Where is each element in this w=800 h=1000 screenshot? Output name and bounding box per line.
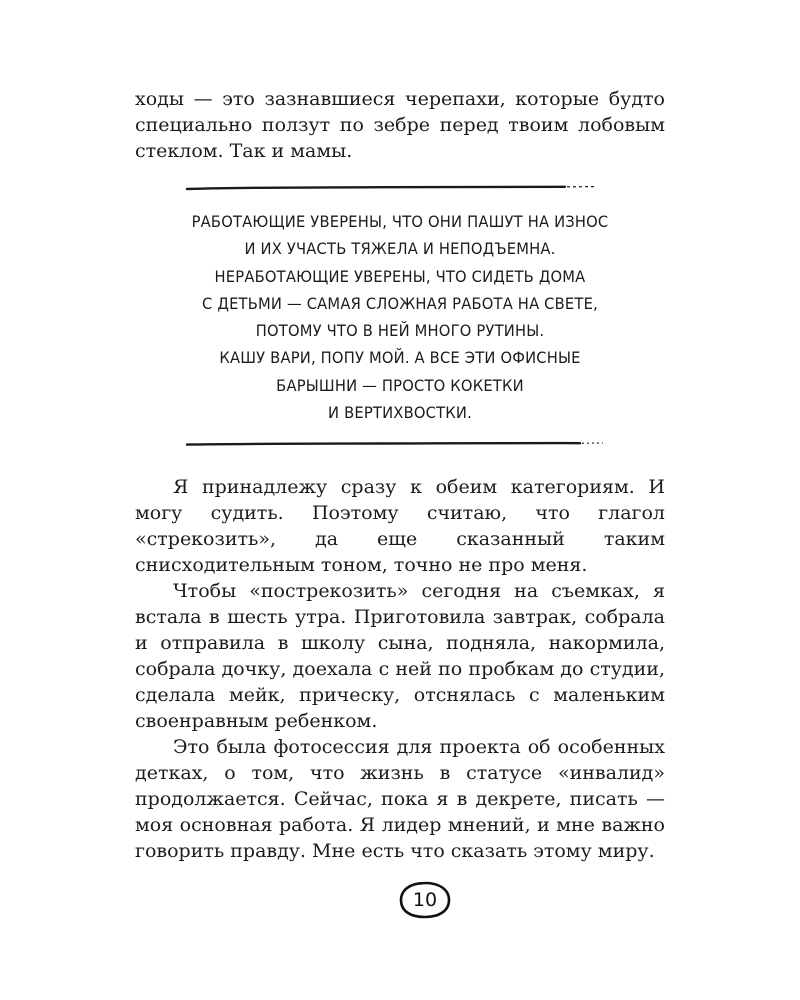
quote-line: НЕРАБОТАЮЩИЕ УВЕРЕНЫ, ЧТО СИДЕТЬ ДОМА bbox=[214, 266, 586, 286]
quote-line: БАРЫШНИ — ПРОСТО КОКЕТКИ bbox=[276, 375, 524, 395]
body-text bbox=[135, 474, 665, 864]
page-number bbox=[398, 880, 452, 920]
body-paragraph: Чтобы «пострекозить» сегодня на съемках, я встала в шесть утра. Приготовила завтрак, собрала и отправила в школу сына, подняла, накормила, собрала дочку, доехала с ней по пробкам до студии, сделала мейк, прическу, отснялась с маленьким своенравным ребенком. bbox=[135, 580, 665, 733]
top-paragraph: ходы — это зазнавшиеся черепахи, которые будто специально ползут по зебре перед твоим лобовым стеклом. Так и мамы. bbox=[135, 88, 665, 162]
quote-line: КАШУ ВАРИ, ПОПУ МОЙ. А ВСЕ ЭТИ ОФИСНЫЕ bbox=[219, 348, 581, 368]
page-number-text: 10 bbox=[412, 889, 438, 911]
quote-line: И ИХ УЧАСТЬ ТЯЖЕЛА И НЕПОДЪЕМНА. bbox=[244, 239, 556, 259]
quote-line: С ДЕТЬМИ — САМАЯ СЛОЖНАЯ РАБОТА НА СВЕТЕ, bbox=[202, 293, 598, 313]
body-paragraph: Я принадлежу сразу к обеим категориям. И могу судить. Поэтому считаю, что глагол «стрекозить», да еще сказанный таким снисходительным тоном, точно не про меня. bbox=[135, 476, 665, 577]
quote-line: ПОТОМУ ЧТО В НЕЙ МНОГО РУТИНЫ. bbox=[255, 321, 545, 341]
pull-quote bbox=[156, 208, 644, 426]
body-paragraph: Это была фотосессия для проекта об особенных детках, о том, что жизнь в статусе «инвалид» продолжается. Сейчас, пока я в декрете, писать — моя основная работа. Я лидер мнений, и мне важно говорить правду. Мне есть что сказать этому миру. bbox=[135, 736, 665, 863]
quote-line: И ВЕРТИХВОСТКИ. bbox=[328, 403, 472, 423]
page-content bbox=[135, 86, 665, 864]
quote-line: РАБОТАЮЩИЕ УВЕРЕНЫ, ЧТО ОНИ ПАШУТ НА ИЗНОС bbox=[191, 212, 609, 231]
divider-top bbox=[185, 184, 605, 192]
divider-bottom bbox=[185, 440, 605, 448]
